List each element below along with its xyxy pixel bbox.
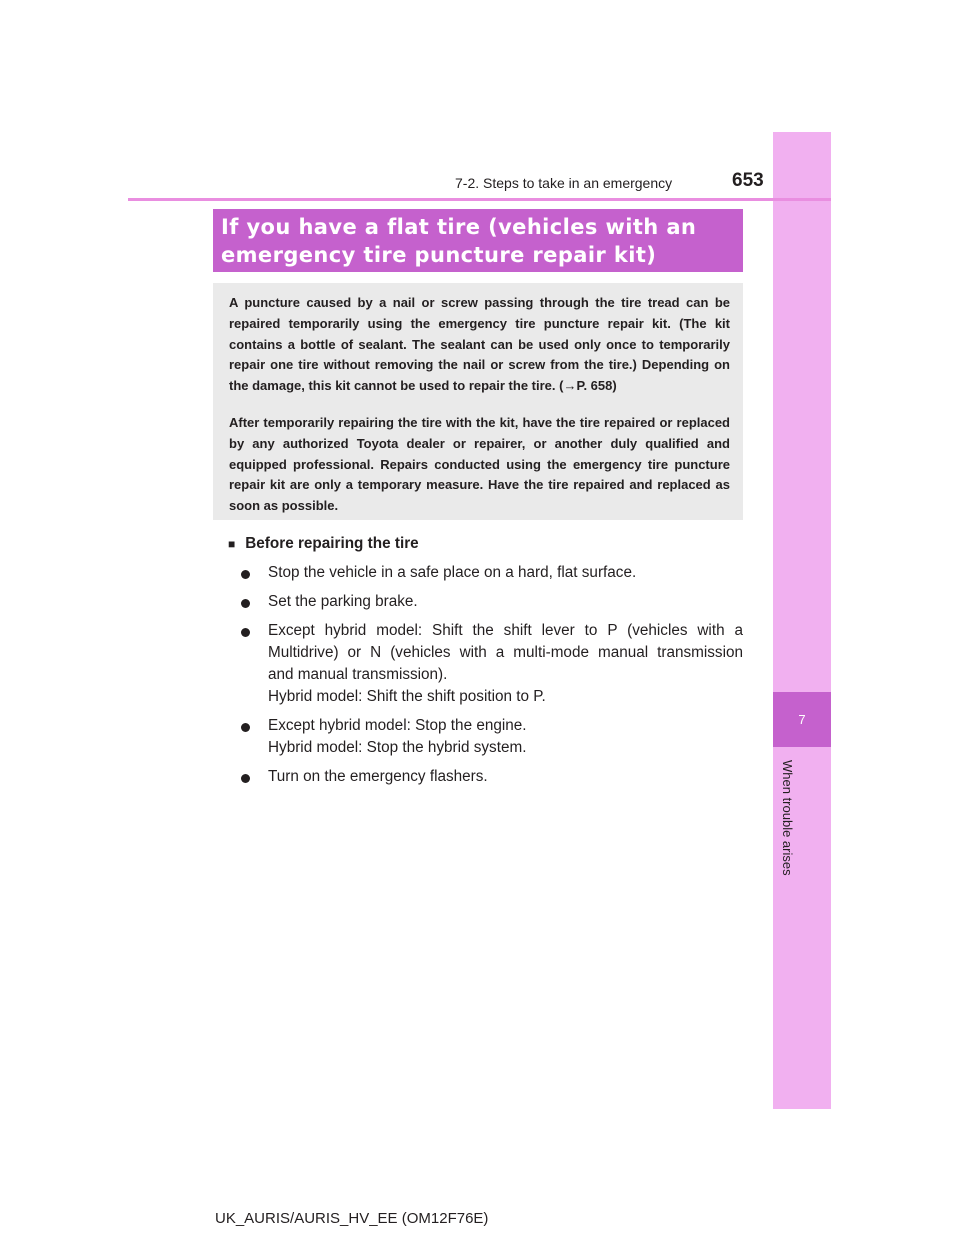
list-item-text: Hybrid model: Shift the shift position to P. bbox=[268, 688, 546, 705]
list-item-text: Multidrive) or N (vehicles with a multi-mode manual transmission bbox=[268, 644, 743, 661]
bullet-dot-icon bbox=[241, 723, 250, 732]
title-line-1: If you have a flat tire (vehicles with an bbox=[221, 215, 697, 239]
chapter-title-vertical: When trouble arises bbox=[780, 760, 795, 876]
page-title bbox=[221, 213, 736, 269]
list-item bbox=[228, 620, 743, 708]
list-item-text: Hybrid model: Stop the hybrid system. bbox=[268, 739, 527, 756]
header-divider bbox=[128, 198, 831, 201]
side-chapter-tab bbox=[773, 132, 831, 1109]
footer-model-code: UK_AURIS/AURIS_HV_EE (OM12F76E) bbox=[215, 1210, 489, 1227]
title-line-2: emergency tire puncture repair kit) bbox=[221, 243, 657, 267]
header-section-title: 7-2. Steps to take in an emergency bbox=[455, 175, 673, 191]
chapter-number-tab: 7 bbox=[773, 692, 831, 747]
list-item-text: Except hybrid model: Stop the engine. bbox=[268, 717, 527, 734]
list-item bbox=[228, 715, 743, 759]
bullet-dot-icon bbox=[241, 599, 250, 608]
section-heading bbox=[228, 533, 743, 555]
square-bullet-icon: ■ bbox=[228, 537, 236, 551]
section-heading-text: Before repairing the tire bbox=[245, 535, 419, 552]
list-item bbox=[228, 766, 743, 788]
list-item-text: Set the parking brake. bbox=[268, 593, 418, 610]
list-item-text: and manual transmission). bbox=[268, 666, 448, 683]
list-item bbox=[228, 562, 743, 584]
bullet-dot-icon bbox=[241, 570, 250, 579]
intro-paragraph: A puncture caused by a nail or screw passing through the tire tread can be repaired temporarily using the emergency tire puncture repair kit. (The kit contains a bottle of sealant. The sealant can be used only once to temporarily repair one tire without removing the nail or screw from the tire.) Depending on the damage, this kit cannot be used to repair the tire. (→P. 658) bbox=[229, 295, 730, 394]
before-repair-section bbox=[228, 533, 743, 788]
list-item bbox=[228, 591, 743, 613]
list-item-text: Stop the vehicle in a safe place on a hard, flat surface. bbox=[268, 564, 637, 581]
bullet-dot-icon bbox=[241, 774, 250, 783]
bullet-dot-icon bbox=[241, 628, 250, 637]
page-number: 653 bbox=[732, 170, 764, 191]
intro-box bbox=[213, 283, 743, 520]
title-banner bbox=[213, 209, 743, 272]
list-item-text: Except hybrid model: Shift the shift lever to P (vehicles with a bbox=[268, 622, 743, 639]
list-item-text: Turn on the emergency flashers. bbox=[268, 768, 488, 785]
intro-paragraph: After temporarily repairing the tire with the kit, have the tire repaired or replaced by any authorized Toyota dealer or repairer, or another duly qualified and equipped professional. Repairs conducted using the emergency tire puncture repair kit are only a temporary measure. Have the tire repaired and replaced as soon as possible. bbox=[229, 415, 730, 514]
